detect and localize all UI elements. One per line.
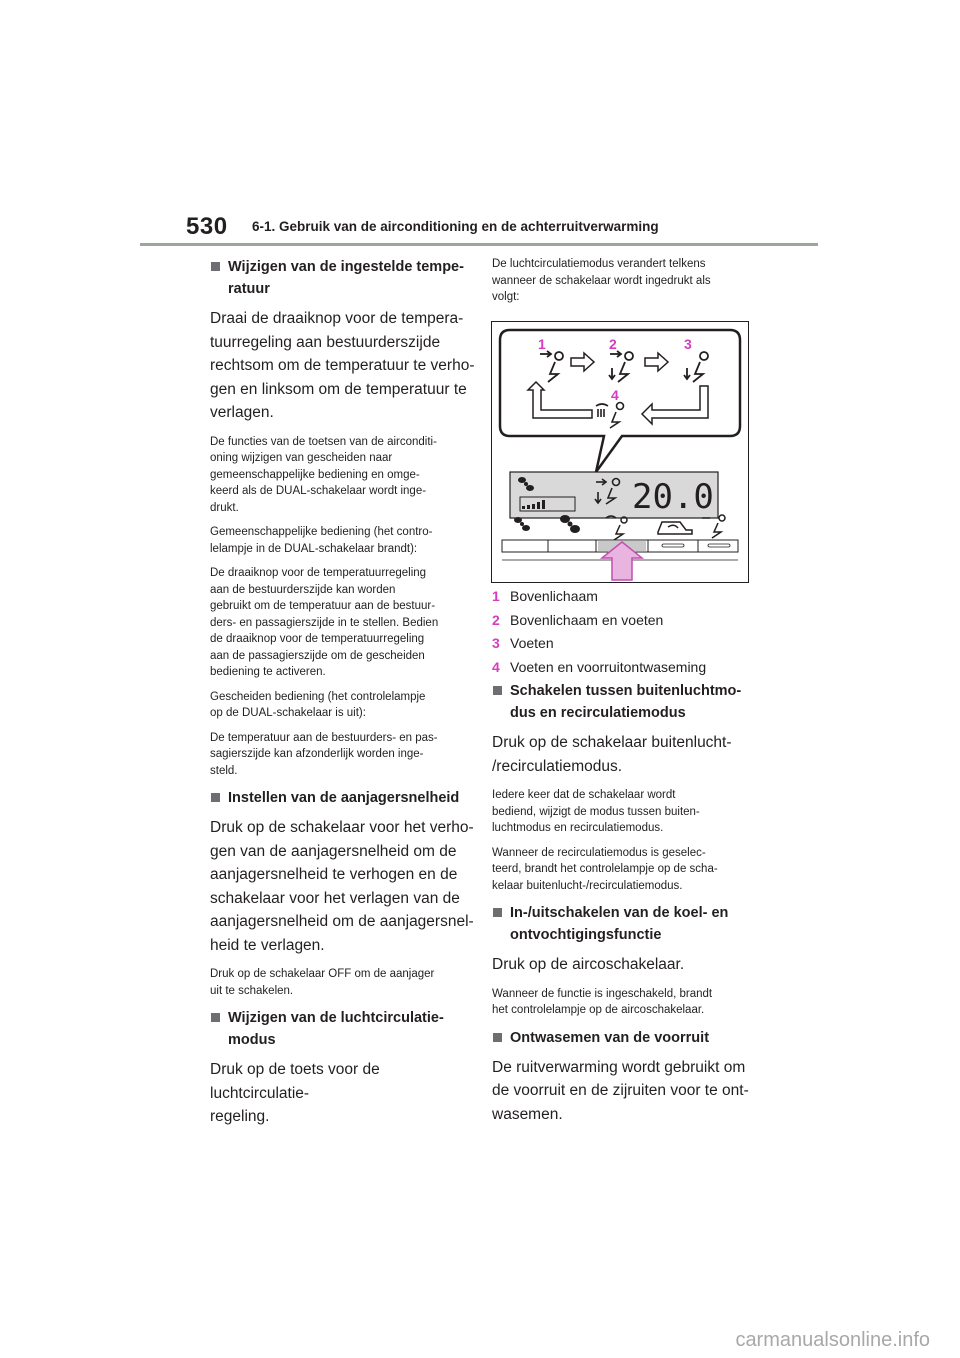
step-number: 3 bbox=[492, 635, 500, 651]
circulation-intro bbox=[492, 256, 757, 306]
text-line: rechtsom om de temperatuur te verho- bbox=[210, 357, 475, 374]
text-line: Gemeenschappelijke bediening (het contro- bbox=[210, 526, 433, 538]
text-line: keerd als de DUAL-schakelaar wordt inge- bbox=[210, 485, 427, 497]
text-line: volgt: bbox=[492, 291, 520, 303]
text-line: uit te schakelen. bbox=[210, 984, 294, 997]
text-line: wasemen. bbox=[492, 1105, 563, 1123]
heading-line: dus en recirculatiemodus bbox=[510, 705, 686, 721]
heading-line: modus bbox=[228, 1032, 276, 1048]
air-circulation-body bbox=[210, 1058, 475, 1129]
text-line: wanneer de schakelaar wordt ingedrukt als bbox=[492, 274, 711, 287]
text-line: De temperatuur aan de bestuurders- en pas- bbox=[210, 731, 438, 744]
text-line: drukt. bbox=[210, 501, 239, 514]
callout-4: 4 bbox=[611, 387, 619, 403]
section-heading-defog bbox=[492, 1027, 757, 1049]
text-line: op de DUAL-schakelaar is uit): bbox=[210, 707, 366, 719]
step-label: Bovenlichaam bbox=[510, 588, 598, 604]
list-item bbox=[492, 632, 757, 656]
fan-down-button-icon bbox=[514, 517, 530, 531]
heading-line: Schakelen tussen buitenluchtmo- bbox=[510, 683, 742, 699]
text-line: aan de passagierszijde om de gescheiden bbox=[210, 649, 425, 662]
watermark: carmanualsonline.info bbox=[735, 1329, 930, 1351]
text-line: de draaiknop voor de temperatuurregeling bbox=[210, 633, 425, 645]
step-number: 1 bbox=[492, 588, 500, 604]
section-heading-temperature bbox=[210, 256, 475, 300]
recirculation-note-2 bbox=[492, 845, 757, 895]
recirculation-body bbox=[492, 731, 757, 778]
page-number: 530 bbox=[186, 213, 228, 240]
callout-1: 1 bbox=[538, 336, 546, 352]
text-line: De luchtcirculatiemodus verandert telkens bbox=[492, 258, 706, 270]
temperature-note-common bbox=[210, 524, 475, 557]
recirculation-button-icon bbox=[658, 522, 692, 534]
text-line: De ruitverwarming wordt gebruikt om bbox=[492, 1058, 746, 1076]
text-line: /recirculatiemodus. bbox=[492, 757, 623, 775]
temperature-note-separate-detail bbox=[210, 730, 475, 780]
text-line: sagierszijde kan afzonderlijk worden inge- bbox=[210, 748, 424, 760]
temperature-body bbox=[210, 307, 475, 425]
list-item bbox=[492, 609, 757, 633]
section-heading-air-circulation bbox=[210, 1007, 475, 1051]
fan-speed-note bbox=[210, 966, 475, 999]
text-line: tuurregeling aan bestuurderszijde bbox=[210, 333, 441, 351]
recirculation-note-1 bbox=[492, 787, 757, 837]
indicator-lamp bbox=[708, 544, 730, 547]
text-line: teerd, brandt het controlelampje op de scha- bbox=[492, 863, 718, 875]
text-line: ders- en passagierszijde in te stellen. Bedien bbox=[210, 616, 439, 629]
heading-line: ontvochtigingsfunctie bbox=[510, 927, 662, 943]
cooling-body bbox=[492, 953, 757, 977]
defog-body bbox=[492, 1056, 757, 1127]
text-line: gebruikt om de temperatuur aan de bestuur- bbox=[210, 600, 436, 612]
chapter-title: 6-1. Gebruik van de airconditioning en de achterruitverwarming bbox=[252, 219, 659, 234]
text-line: aanjagersnelheid te verhogen en de bbox=[210, 866, 458, 883]
header-rule bbox=[140, 243, 818, 246]
text-line: De draaiknop voor de temperatuurregeling bbox=[210, 567, 427, 579]
section-heading-cooling bbox=[492, 902, 757, 946]
text-line: de voorruit en de zijruiten voor te ont- bbox=[492, 1082, 749, 1099]
section-heading-recirculation bbox=[492, 680, 757, 724]
heading-line: Wijzigen van de luchtcirculatie- bbox=[228, 1010, 444, 1026]
text-line: Druk op de aircoschakelaar. bbox=[492, 956, 685, 973]
text-line: heid te verlagen. bbox=[210, 936, 325, 954]
text-line: oning wijzigen van gescheiden naar bbox=[210, 452, 393, 464]
text-line: Iedere keer dat de schakelaar wordt bbox=[492, 789, 676, 801]
temperature-note-common-detail bbox=[210, 565, 475, 681]
air-mode-figure bbox=[491, 321, 749, 583]
text-line: verlagen. bbox=[210, 404, 274, 421]
text-line: bediening te activeren. bbox=[210, 666, 326, 678]
display-temperature: 20.0 bbox=[632, 477, 714, 517]
text-line: aan de bestuurderszijde kan worden bbox=[210, 583, 396, 596]
text-line: bediend, wijzigt de modus tussen buiten- bbox=[492, 805, 700, 818]
step-label: Voeten bbox=[510, 635, 554, 651]
temperature-note-dual bbox=[210, 434, 475, 517]
mode-steps-list bbox=[492, 585, 757, 679]
step-label: Bovenlichaam en voeten bbox=[510, 611, 664, 628]
heading-line: Instellen van de aanjagersnelheid bbox=[228, 790, 460, 806]
text-line: steld. bbox=[210, 764, 238, 777]
heading-line: ratuur bbox=[228, 281, 270, 297]
list-item bbox=[492, 585, 757, 609]
step-label: Voeten en voorruitontwaseming bbox=[510, 658, 707, 675]
text-line: het controlelampje op de aircoschakelaar. bbox=[492, 1004, 705, 1016]
text-line: gen en linksom om de temperatuur te bbox=[210, 380, 467, 398]
text-line: Draai de draaiknop voor de tempera- bbox=[210, 310, 464, 327]
heading-line: In-/uitschakelen van de koel- en bbox=[510, 905, 729, 921]
text-line: regeling. bbox=[210, 1108, 270, 1125]
air-mode-illustration bbox=[492, 322, 748, 582]
list-item bbox=[492, 656, 757, 680]
text-line: Druk op de schakelaar voor het verho- bbox=[210, 819, 474, 836]
step-number: 2 bbox=[492, 611, 500, 628]
heading-line: Ontwasemen van de voorruit bbox=[510, 1029, 710, 1046]
text-line: Wanneer de functie is ingeschakeld, brandt bbox=[492, 987, 713, 1000]
text-line: gen van de aanjagersnelheid om de bbox=[210, 842, 457, 860]
heading-line: Wijzigen van de ingestelde tempe- bbox=[228, 259, 464, 275]
section-heading-fan-speed bbox=[210, 787, 475, 809]
text-line: Wanneer de recirculatiemodus is geselec- bbox=[492, 846, 706, 859]
page-header bbox=[0, 0, 960, 250]
text-line: De functies van de toetsen van de airconditi- bbox=[210, 435, 437, 448]
text-line: schakelaar voor het verlagen van de bbox=[210, 889, 460, 907]
step-number: 4 bbox=[492, 658, 500, 675]
text-line: luchtmodus en recirculatiemodus. bbox=[492, 822, 664, 834]
left-column bbox=[210, 256, 475, 1138]
callout-2: 2 bbox=[609, 336, 617, 352]
text-line: Druk op de schakelaar OFF om de aanjager bbox=[210, 968, 435, 980]
text-line: Druk op de toets voor de luchtcirculatie- bbox=[210, 1061, 380, 1102]
temperature-note-separate bbox=[210, 689, 475, 722]
right-column-sections bbox=[492, 680, 757, 1135]
cooling-note bbox=[492, 986, 757, 1019]
text-line: aanjagersnelheid om de aanjagersnel- bbox=[210, 913, 474, 930]
text-line: kelaar buitenlucht-/recirculatiemodus. bbox=[492, 879, 683, 892]
text-line: Gescheiden bediening (het controlelampje bbox=[210, 690, 426, 703]
callout-3: 3 bbox=[684, 336, 692, 352]
right-column-intro bbox=[492, 256, 757, 314]
mode-button-icon bbox=[606, 516, 627, 540]
indicator-lamp bbox=[662, 544, 684, 547]
text-line: lelampje in de DUAL-schakelaar brandt): bbox=[210, 542, 418, 555]
text-line: Druk op de schakelaar buitenlucht- bbox=[492, 734, 732, 751]
fan-speed-body bbox=[210, 816, 475, 957]
text-line: gemeenschappelijke bediening en omge- bbox=[210, 468, 420, 481]
